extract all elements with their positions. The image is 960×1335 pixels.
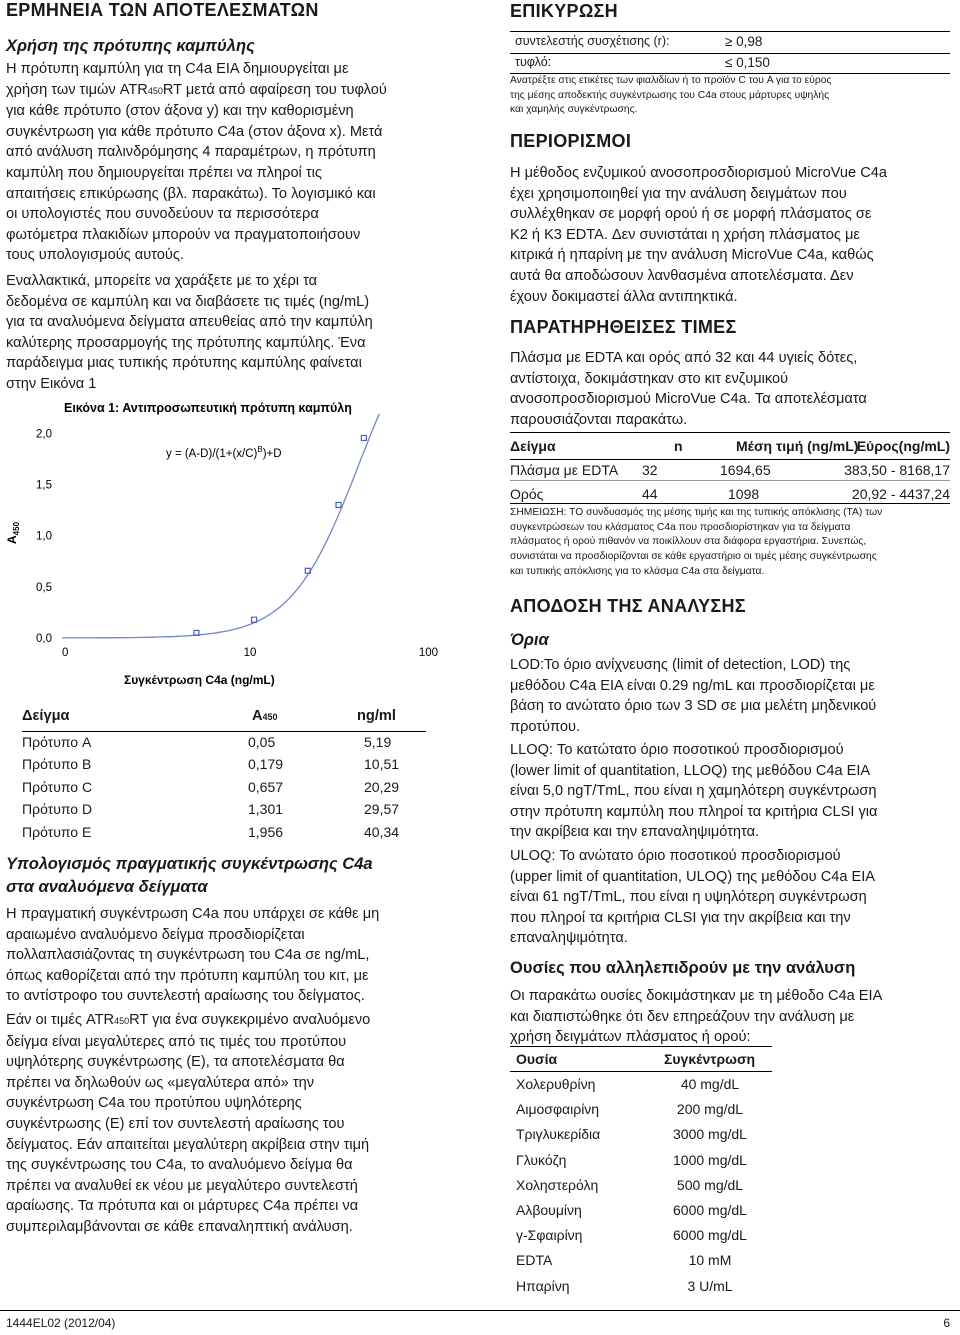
header-sample: Δείγμα: [22, 708, 70, 724]
text-line: Ανατρέξτε στις ετικέτες των φιαλιδίων ή το προϊόν C του A για το εύρος: [510, 75, 832, 86]
header-ngml: ng/ml: [357, 708, 396, 724]
cell-ngml: 40,34: [364, 823, 400, 840]
header-sample: Δείγμα: [510, 438, 556, 454]
text-line: αραίωσης. Τα πρότυπα και οι μάρτυρες C4a πρέπει να: [6, 1198, 359, 1215]
text-line: Εάν οι τιμές ATR450RT για ένα συγκεκριμένο αναλυόμενο: [6, 1012, 371, 1028]
heading-limitations: ΠΕΡΙΟΡΙΣΜΟΙ: [510, 131, 632, 151]
text-line: καλύτερης προσαρμογής της πρότυπης καμπύλης. Ένα: [6, 334, 366, 351]
paragraph-observed-values: [510, 348, 950, 430]
y-tick-label: 1,0: [36, 530, 52, 543]
text-line: χρήση των τιμών ATR450RT μετά από αφαίρεση του τυφλού: [6, 81, 387, 98]
validation-mid-rule: [510, 53, 950, 54]
text-line: Η πρότυπη καμπύλη για τη C4a EIA δημιουργείται με: [6, 61, 349, 77]
text-line: παρουσιάζονται παρακάτω.: [510, 411, 688, 428]
text-line: στην Εικόνα 1: [6, 375, 97, 392]
text-line: έχουν δοκιμαστεί άλλα αντιπηκτικά.: [510, 288, 738, 305]
table-header: [22, 708, 426, 730]
cell: Πλάσμα με EDTA: [510, 462, 619, 478]
table-row: [516, 1101, 772, 1126]
cell-ngml: 29,57: [364, 801, 400, 818]
text-line: αραιωμένο αναλυόμενο δείγμα προσδιορίζεται: [6, 926, 305, 943]
text-line: πλάσματος ή ορού πιθανόν να ποικίλλουν στα διάφορα εργαστήρια. Συνεπώς,: [510, 536, 867, 548]
text-line: είναι 61 ngT/TmL, που είναι η υψηλότερη συγκέντρωση: [510, 889, 867, 906]
paragraph-limitations: [510, 163, 950, 307]
cell: 20,92 - 4437,24: [851, 486, 950, 502]
y-tick-label: 0,5: [36, 581, 52, 594]
text-line: (lower limit of quantitation, LLOQ) της μεθόδου C4a EIA: [510, 762, 871, 779]
cell-sample: Πρότυπο A: [22, 734, 92, 750]
text-line: δεδομένα σε καμπύλη και να διαβάσετε τις τιμές (ng/mL): [6, 293, 370, 310]
x-tick-label: 0: [62, 647, 69, 659]
paragraph-lloq: [510, 740, 950, 843]
table-divider: [22, 731, 426, 732]
cell-absorbance: 0,05: [248, 734, 276, 750]
cell-sample: Πρότυπο B: [22, 756, 92, 773]
table-row: [516, 1152, 772, 1177]
table-row: [22, 734, 426, 756]
cell: 1098: [728, 486, 760, 502]
paragraph-uloq: [510, 846, 950, 949]
interf-table-header-rule: [510, 1071, 772, 1072]
header-concentration: Συγκέντρωση: [664, 1051, 756, 1067]
table-row: [516, 1278, 772, 1303]
footer-code: 1444EL02 (2012/04): [6, 1316, 116, 1330]
cell-concentration: 3 U/mL: [687, 1277, 733, 1294]
header-substance: Ουσία: [516, 1051, 558, 1067]
cell: 383,50 - 8168,17: [844, 462, 950, 478]
cell-sample: Πρότυπο E: [22, 823, 92, 840]
text-line: για τα αναλυόμενα δείγματα απευθείας από την καμπύλη: [6, 314, 373, 331]
section-title-interpretation: ΕΡΜΗΝΕΙΑ ΤΩΝ ΑΠΟΤΕΛΕΣΜΑΤΩΝ: [6, 0, 319, 20]
table-row: [516, 1227, 772, 1252]
cell-substance: γ-Σφαιρίνη: [516, 1227, 583, 1244]
text-line: τους υπολογισμούς αυτούς.: [6, 247, 184, 264]
header-range: Εύρος(ng/mL): [856, 438, 950, 454]
cell-substance: Αλβουμίνη: [516, 1201, 582, 1218]
text-line: υψηλότερης συγκέντρωσης (E), τα αποτελέσματα θα: [6, 1054, 345, 1071]
text-line: απαιτήσεις επικύρωσης (βλ. παρακάτω). Το λογισμικό και: [6, 185, 376, 202]
table-row: [22, 779, 426, 801]
cell-absorbance: 1,301: [248, 801, 284, 818]
text-line: της μέσης αποδεκτής συγκέντρωσης του C4a στους μάρτυρες υψηλής: [510, 89, 830, 101]
header-absorbance: A450: [252, 708, 278, 724]
text-line: το αντίστροφο του συντελεστή αραίωσης του δείγματος.: [6, 988, 365, 1005]
text-line: συγκέντρωσης (E) επί τον συντελεστή αραίωσης του: [6, 1115, 345, 1132]
text-line: Πλάσμα με EDTA και ορός από 32 και 44 υγιείς δότες,: [510, 350, 858, 366]
standard-curve-chart: [0, 392, 456, 692]
text-line: πρέπει να αναλυθεί εκ νέου με μεγαλύτερο συντελεστή: [6, 1177, 358, 1194]
heading-calc-1: Υπολογισμός πραγματικής συγκέντρωσης C4a: [6, 855, 373, 873]
text-line: προτύπου.: [510, 718, 581, 735]
standards-table: [22, 708, 426, 840]
obs-table-top-rule: [510, 432, 950, 433]
text-line: συλλέχθηκαν σε μορφή ορού ή σε μορφή πλάσματος σε: [510, 206, 872, 223]
cell-substance: Ηπαρίνη: [516, 1277, 570, 1294]
table-row: [510, 486, 950, 508]
text-line: κιτρικά ή ηπαρίνη με την ανάλυση MicroVue C4a, καθώς: [510, 247, 874, 264]
text-line: βάση το ανώτατο όριο των 3 SD σε μια μελέτη μηδενικού: [510, 698, 877, 715]
text-line: και διαπιστώθηκε ότι δεν επηρεάζουν την ανάλυση με: [510, 1008, 855, 1025]
cell-concentration: 6000 mg/dL: [673, 1201, 747, 1218]
text-line: Οι παρακάτω ουσίες δοκιμάστηκαν με τη μέθοδο C4a EIA: [510, 988, 883, 1004]
page-number: 6: [943, 1316, 950, 1330]
text-line: πρέπει να δηλωθούν ως «μεγαλύτερα από» την: [6, 1074, 315, 1091]
cell-absorbance: 0,179: [248, 756, 284, 773]
x-axis-label: Συγκέντρωση C4a (ng/mL): [124, 673, 275, 687]
interf-table-top-rule: [510, 1046, 772, 1047]
data-point: [361, 435, 366, 440]
footer-rule: [0, 1310, 960, 1311]
validation-note: [510, 74, 950, 118]
heading-validation: ΕΠΙΚΥΡΩΣΗ: [510, 1, 618, 21]
paragraph-greater-than: [6, 1010, 456, 1238]
text-line: είναι 5,0 ngT/TmL, που είναι η χαμηλότερη συγκέντρωση: [510, 783, 877, 800]
heading-calc-2: στα αναλυόμενα δείγματα: [6, 878, 208, 896]
text-line: συγκεντρώσεων του κλάσματος C4a που προσδιορίστηκαν για τα δείγματα: [510, 521, 851, 533]
cell-ngml: 20,29: [364, 778, 400, 795]
text-line: LOD:Το όριο ανίχνευσης (limit of detection, LOD) της: [510, 657, 851, 673]
table-row: [22, 824, 426, 846]
interf-table-header: [516, 1051, 772, 1071]
cell-concentration: 200 mg/dL: [676, 1101, 744, 1118]
data-point: [336, 502, 341, 507]
cell-concentration: 10 mM: [688, 1252, 732, 1269]
text-line: χρήση δειγμάτων πλάσματος ή ορού:: [510, 1029, 751, 1046]
cell-substance: Αιμοσφαιρίνη: [516, 1101, 600, 1118]
paragraph-manual-plot: [6, 271, 456, 395]
text-line: όπως καθορίζεται από την πρότυπη καμπύλη του κιτ, με: [6, 967, 369, 984]
text-line: (upper limit of quantitation, ULOQ) της μεθόδου C4a EIA: [510, 868, 876, 885]
heading-standard-curve: Χρήση της πρότυπης καμπύλης: [6, 37, 255, 55]
paragraph-interfering: [510, 986, 950, 1048]
cell-ngml: 10,51: [364, 756, 400, 773]
table-row: [516, 1202, 772, 1227]
table-row: [516, 1177, 772, 1202]
text-line: μεθόδου C4a EIA είναι 0.29 ng/mL και προσδιορίζεται με: [510, 677, 875, 694]
y-tick-label: 1,5: [36, 479, 52, 492]
text-line: στην πρότυπη καμπύλη που πληροί τα κριτήρια CLSI για: [510, 803, 878, 820]
paragraph-lod: [510, 655, 950, 737]
text-line: έχει χρησιμοποιηθεί για την ανάλυση δειγμάτων που: [510, 185, 847, 202]
obs-note: [510, 506, 950, 580]
text-line: από ανάλυση παλινδρόμησης 4 παραμέτρων, η πρότυπη: [6, 144, 376, 161]
cell-substance: Γλυκόζη: [516, 1151, 567, 1168]
cell-concentration: 6000 mg/dL: [673, 1227, 747, 1244]
obs-table-bottom-rule: [510, 503, 950, 504]
text-line: συνιστάται να προσδιορίζονται σε κάθε εργαστήριο οι τιμές μέσης συγκέντρωσης: [510, 551, 877, 563]
text-line: και τυπικής απόκλισης για το κλάσμα C4a στα δείγματα.: [510, 565, 765, 577]
text-line: καμπύλη που δημιουργείται πρέπει να πληροί τις: [6, 164, 322, 181]
text-line: Η μέθοδος ενζυμικού ανοσοπροσδιορισμού MicroVue C4a: [510, 165, 887, 181]
corr-value: ≥ 0,98: [725, 34, 763, 49]
text-line: δείγμα είναι μεγαλύτερες από τις τιμές του προτύπου: [6, 1033, 347, 1050]
text-line: οι υπολογιστές που συνοδεύουν τα περισσότερα: [6, 206, 319, 223]
heading-observed-values: ΠΑΡΑΤΗΡΗΘΕΙΣΕΣ ΤΙΜΕΣ: [510, 317, 737, 337]
text-line: ULOQ: Το ανώτατο όριο ποσοτικού προσδιορισμού: [510, 848, 841, 864]
text-line: συμπεριλαμβάνονται σε κάθε επαναληπτική ανάλυση.: [6, 1218, 353, 1235]
heading-performance: ΑΠΟΔΟΣΗ ΤΗΣ ΑΝΑΛΥΣΗΣ: [510, 596, 746, 616]
text-line: φωτόμετρα πλακιδίων μπορούν να πραγματοποιήσουν: [6, 226, 361, 243]
y-axis-label: $A_{450}$: [5, 521, 21, 544]
text-line: ανοσοπροσδιορισμού MicroVue C4a. Τα αποτελέσματα: [510, 391, 867, 408]
cell-substance: Χολερυθρίνη: [516, 1076, 596, 1092]
chart-equation: $y = (A-D)/(1+(x/C)^B)+D$: [166, 445, 282, 460]
text-line: της συγκέντρωσης του C4a, το αναλυόμενο δείγμα θα: [6, 1157, 353, 1174]
x-tick-label: 100: [418, 647, 438, 659]
validation-top-rule: [510, 31, 950, 32]
corr-label: συντελεστής συσχέτισης (r):: [515, 34, 670, 48]
text-line: Εναλλακτικά, μπορείτε να χαράξετε με το χέρι τα: [6, 273, 318, 289]
text-line: και χαμηλής συγκέντρωσης.: [510, 104, 638, 116]
cell-concentration: 500 mg/dL: [676, 1176, 744, 1193]
blank-label: τυφλό:: [515, 55, 552, 69]
text-line: την ακρίβεια και την επαναληψιμότητα.: [510, 824, 760, 841]
table-row: [516, 1252, 772, 1277]
heading-limits: Όρια: [510, 631, 549, 649]
cell-substance: Τριγλυκερίδια: [516, 1126, 601, 1143]
text-line: ΣΗΜΕΙΩΣΗ: ΤΟ συνδυασμός της μέσης τιμής και της τυπικής απόκλισης (ΤΑ) των: [510, 507, 883, 518]
cell-absorbance: 1,956: [248, 823, 284, 840]
cell-absorbance: 0,657: [248, 778, 284, 795]
cell: 1694,65: [720, 462, 771, 478]
cell-concentration: 1000 mg/dL: [673, 1151, 747, 1168]
chart-title: Εικόνα 1: Αντιπροσωπευτική πρότυπη καμπύλη: [64, 401, 352, 415]
text-line: παράδειγμα μιας τυπικής πρότυπης καμπύλης φαίνεται: [6, 355, 362, 372]
cell-concentration: 40 mg/dL: [680, 1076, 740, 1092]
obs-table-header: [510, 438, 950, 458]
cell-sample: Πρότυπο D: [22, 801, 93, 818]
cell-sample: Πρότυπο C: [22, 778, 93, 795]
text-line: που πληροί τα κριτήρια CLSI για την ακρίβεια και την: [510, 909, 851, 926]
table-row: [22, 801, 426, 823]
text-line: για κάθε πρότυπο (στον άξονα y) και την καθορισμένη: [6, 103, 354, 120]
text-line: συγκέντρωση C4a του προτύπου υψηλότερης: [6, 1095, 302, 1112]
blank-value: ≤ 0,150: [725, 55, 770, 70]
text-line: συγκέντρωση για κάθε πρότυπο C4a (στον άξονα x). Μετά: [6, 123, 383, 140]
text-line: πολλαπλασιάζοντας τη συγκέντρωση του C4a σε ng/mL,: [6, 947, 370, 964]
cell: Ορός: [510, 486, 544, 502]
y-tick-label: 2,0: [36, 428, 52, 441]
paragraph-standard-curve: [6, 59, 456, 266]
cell-substance: EDTA: [516, 1252, 553, 1269]
table-row: [22, 756, 426, 778]
cell-concentration: 3000 mg/dL: [673, 1126, 747, 1143]
text-line: αντίστοιχα, δοκιμάστηκαν στο κιτ ενζυμικού: [510, 370, 789, 387]
obs-table-header-rule: [510, 459, 950, 460]
text-line: αυτά θα αποδώσουν λανθασμένα αποτελέσματα. Δεν: [510, 267, 854, 284]
table-row: [516, 1076, 772, 1101]
obs-table-row-rule: [510, 480, 950, 481]
paragraph-actual-conc: [6, 904, 456, 1007]
x-tick-label: 10: [243, 647, 257, 659]
cell: 44: [642, 486, 658, 502]
text-line: K2 ή K3 EDTA. Δεν συνιστάται η χρήση πλάσματος με: [510, 226, 860, 243]
text-line: LLOQ: Το κατώτατο όριο ποσοτικού προσδιορισμού: [510, 742, 844, 758]
cell-substance: Χοληστερόλη: [516, 1176, 599, 1193]
text-line: επαναληψιμότητα.: [510, 930, 628, 947]
table-row: [516, 1126, 772, 1151]
cell-ngml: 5,19: [364, 734, 392, 750]
text-line: δείγματος. Εάν απαιτείται μεγαλύτερη ακρίβεια στην τιμή: [6, 1136, 370, 1153]
header-n: n: [674, 438, 683, 454]
header-mean: Μέση τιμή (ng/mL): [736, 438, 859, 454]
text-line: Η πραγματική συγκέντρωση C4a που υπάρχει σε κάθε μη: [6, 906, 380, 922]
y-tick-label: 0,0: [36, 633, 52, 645]
heading-interfering-substances: Ουσίες που αλληλεπιδρούν με την ανάλυση: [510, 959, 856, 977]
cell: 32: [642, 462, 658, 478]
